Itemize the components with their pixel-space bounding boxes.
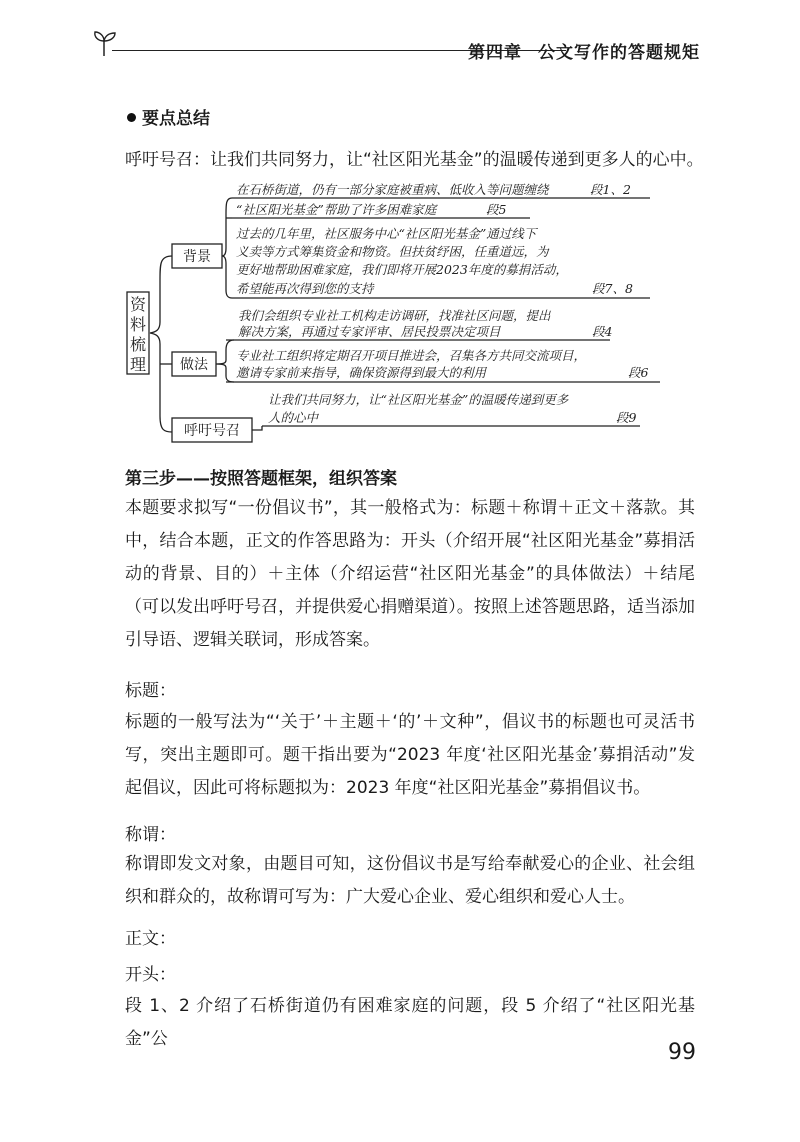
item-text: 邀请专家前来指导，确保资源得到最大的利用: [236, 365, 487, 380]
material-mind-map: [120, 180, 680, 450]
branch-label-background: 背景: [183, 249, 211, 265]
paragraph-title: 标题的一般写法为“‘关于’＋主题＋‘的’＋文种”，倡议书的标题也可灵活书写，突出主题即可。题干指出要为“2023 年度‘社区阳光基金’募捐活动”发起倡议，因此可将标题拟为：2023 年度“社区阳光基金”募捐倡议书。: [125, 712, 695, 798]
item-text: 希望能再次得到您的支持: [236, 281, 374, 296]
bullet-icon: [127, 113, 136, 122]
chapter-name: 公文写作的答题规矩: [538, 43, 700, 63]
item-text: 过去的几年里，社区服务中心“社区阳光基金”通过线下: [236, 226, 537, 241]
item-text: 义卖等方式筹集资金和物资。但扶贫纾困，任重道远，为: [236, 244, 549, 259]
summary-heading: [127, 104, 210, 129]
label-main: 正文：: [125, 929, 176, 949]
chapter-number: 第四章: [468, 43, 522, 63]
item-text: 解决方案，再通过专家评审、居民投票决定项目: [238, 324, 501, 339]
item-text: 更好地帮助困难家庭，我们即将开展2023年度的募捐活动，: [236, 262, 568, 277]
label-salutation: 称谓：: [125, 825, 176, 845]
item-ref: 段5: [486, 202, 507, 217]
root-char: 料: [129, 315, 147, 334]
step3-heading: 第三步——按照答题框架，组织答案: [125, 469, 397, 489]
paragraph-salutation: 称谓即发文对象，由题目可知，这份倡议书是写给奉献爱心的企业、社会组织和群众的，故称谓可写为：广大爱心企业、爱心组织和爱心人士。: [125, 854, 695, 907]
item-ref: 段7、8: [592, 281, 633, 296]
paragraph-format: 本题要求拟写“一份倡议书”，其一般格式为：标题＋称谓＋正文＋落款。其中，结合本题，正文的作答思路为：开头（介绍开展“社区阳光基金”募捐活动的背景、目的）＋主体（介绍运营“社区阳光基金”的具体做法）＋结尾（可以发出呼吁号召，并提供爱心捐赠渠道）。按照上述答题思路，适当添加引导语、逻辑关联词，形成答案。: [125, 498, 695, 650]
sprout-icon: [92, 28, 118, 58]
item-text: 我们会组织专业社工机构走访调研，找准社区问题，提出: [238, 308, 551, 323]
page-header: [92, 28, 700, 68]
summary-slogan: 呼吁号召：让我们共同努力，让“社区阳光基金”的温暖传递到更多人的心中。: [125, 150, 704, 170]
item-ref: 段4: [592, 324, 613, 339]
item-ref: 段6: [628, 365, 649, 380]
chapter-title: [468, 38, 700, 63]
label-opening: 开头：: [125, 965, 176, 985]
root-char: 梳: [129, 335, 147, 354]
branch-label-call: 呼吁号召: [184, 423, 240, 439]
root-char: 理: [129, 355, 147, 374]
label-title: 标题：: [125, 681, 176, 701]
item-ref: 段1、2: [590, 182, 631, 197]
root-char: 资: [129, 295, 147, 314]
branch-label-method: 做法: [180, 357, 208, 373]
root-brace: [150, 256, 172, 432]
paragraph-opening: 段 1、2 介绍了石桥街道仍有困难家庭的问题，段 5 介绍了“社区阳光基金”公: [125, 996, 695, 1049]
item-text: 在石桥街道，仍有一部分家庭被重病、低收入等问题缠绕: [236, 182, 549, 197]
item-text: 让我们共同努力，让“社区阳光基金”的温暖传递到更多: [268, 392, 569, 407]
item-ref: 段9: [616, 410, 637, 425]
item-text: “社区阳光基金”帮助了许多困难家庭: [236, 202, 437, 217]
item-text: 专业社工组织将定期召开项目推进会，召集各方共同交流项目，: [236, 348, 587, 363]
page-number: 99: [668, 1040, 696, 1065]
item-text: 人的心中: [268, 410, 319, 425]
summary-heading-text: 要点总结: [142, 109, 210, 129]
